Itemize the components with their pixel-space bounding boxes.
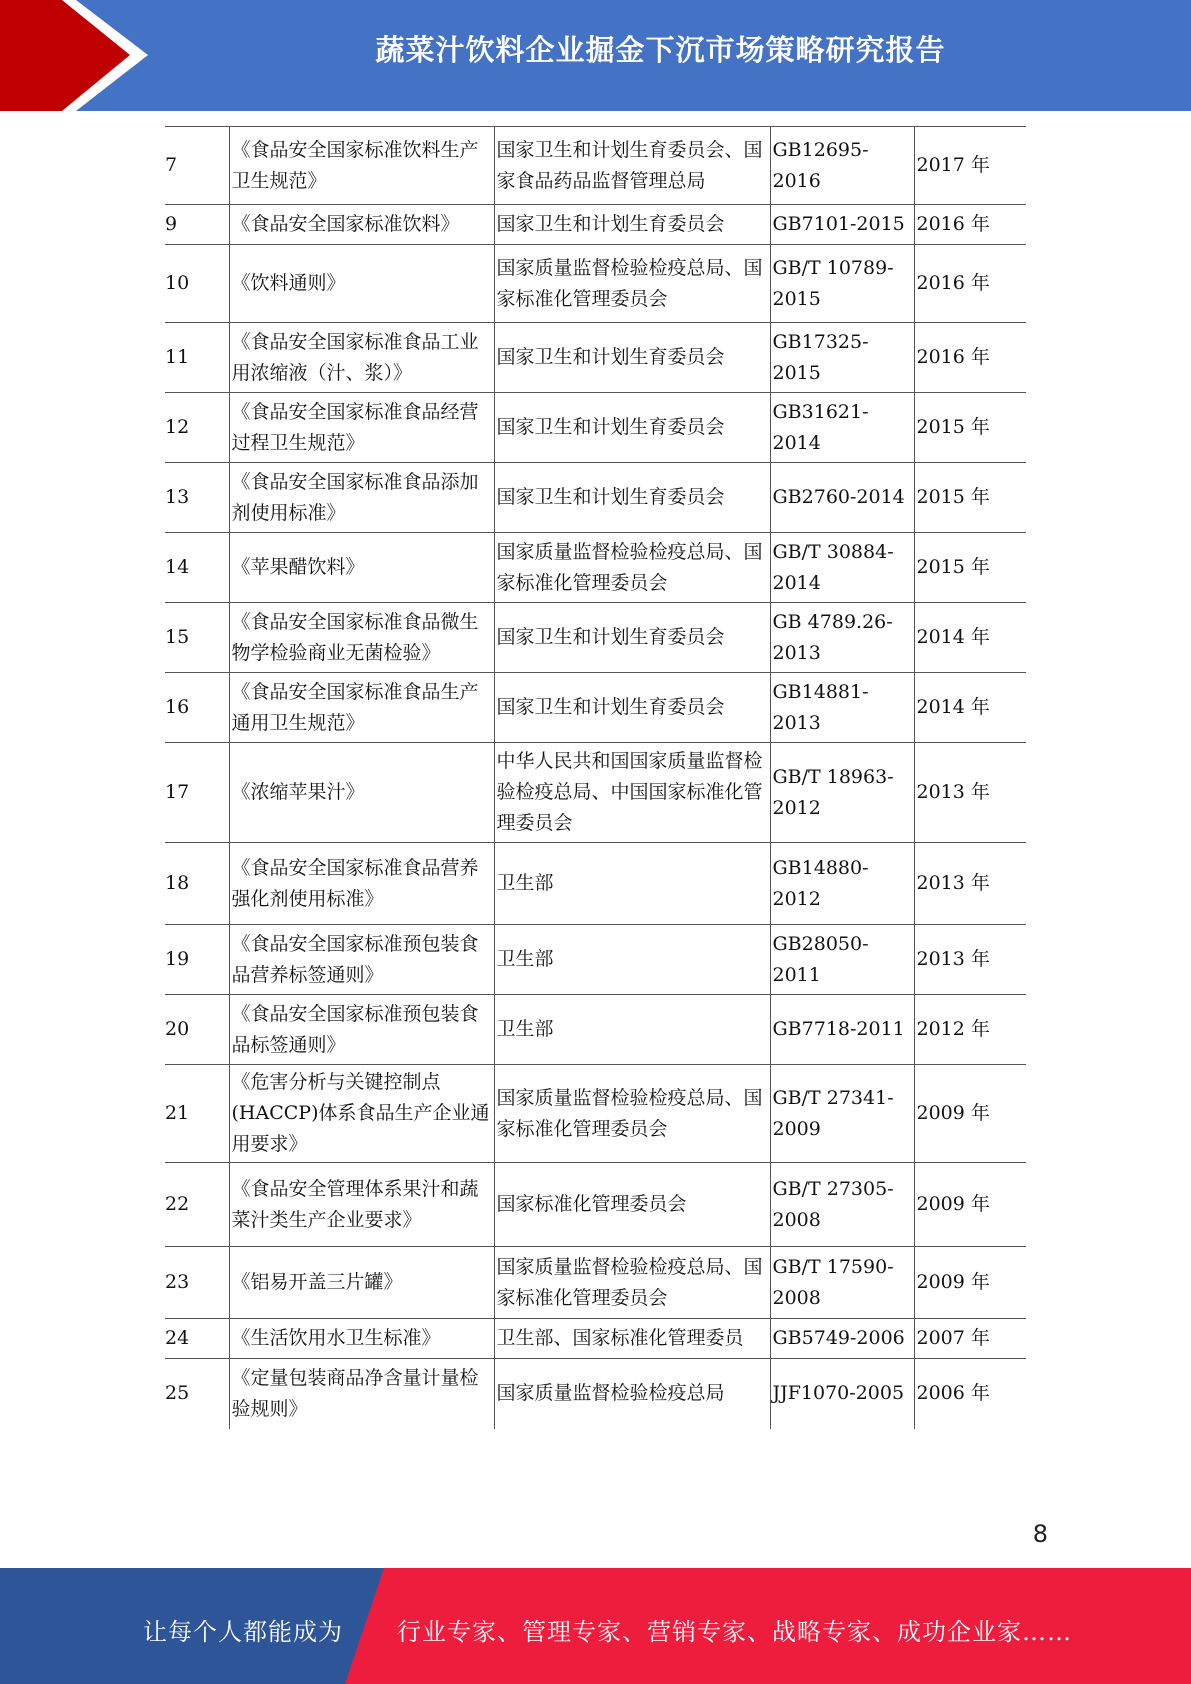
issuing-authority: 国家卫生和计划生育委员会	[494, 205, 770, 245]
table-row	[165, 1359, 1026, 1429]
standard-name: 《食品安全国家标准食品生产通用卫生规范》	[229, 673, 494, 743]
row-number: 25	[165, 1359, 229, 1429]
page-footer	[0, 1568, 1191, 1684]
page-header	[0, 0, 1191, 111]
standard-code: GB/T 30884-2014	[770, 533, 914, 603]
standard-code: GB5749-2006	[770, 1319, 914, 1359]
row-number: 14	[165, 533, 229, 603]
row-number: 18	[165, 843, 229, 925]
issuing-authority: 国家卫生和计划生育委员会	[494, 393, 770, 463]
table-row	[165, 673, 1026, 743]
table-row	[165, 1319, 1026, 1359]
standard-code: GB17325-2015	[770, 323, 914, 393]
standard-name: 《食品安全国家标准饮料生产卫生规范》	[229, 127, 494, 205]
standard-name: 《食品安全国家标准预包装食品标签通则》	[229, 995, 494, 1065]
standard-name: 《食品安全国家标准食品添加剂使用标准》	[229, 463, 494, 533]
header-chevron-decoration	[0, 0, 160, 111]
row-number: 17	[165, 743, 229, 843]
row-number: 12	[165, 393, 229, 463]
issuing-authority: 卫生部	[494, 843, 770, 925]
table-row	[165, 995, 1026, 1065]
standard-name: 《食品安全管理体系果汁和蔬菜汁类生产企业要求》	[229, 1163, 494, 1247]
row-number: 13	[165, 463, 229, 533]
effective-year: 2014 年	[914, 603, 1026, 673]
effective-year: 2015 年	[914, 533, 1026, 603]
row-number: 21	[165, 1065, 229, 1163]
effective-year: 2016 年	[914, 205, 1026, 245]
issuing-authority: 国家质量监督检验检疫总局、国家标准化管理委员会	[494, 1247, 770, 1319]
row-number: 7	[165, 127, 229, 205]
standard-name: 《食品安全国家标准饮料》	[229, 205, 494, 245]
issuing-authority: 卫生部	[494, 995, 770, 1065]
effective-year: 2013 年	[914, 843, 1026, 925]
row-number: 11	[165, 323, 229, 393]
standard-code: GB28050-2011	[770, 925, 914, 995]
effective-year: 2013 年	[914, 743, 1026, 843]
effective-year: 2009 年	[914, 1163, 1026, 1247]
standard-name: 《食品安全国家标准预包装食品营养标签通则》	[229, 925, 494, 995]
effective-year: 2006 年	[914, 1359, 1026, 1429]
effective-year: 2016 年	[914, 323, 1026, 393]
standard-name: 《生活饮用水卫生标准》	[229, 1319, 494, 1359]
table-row	[165, 533, 1026, 603]
standard-name: 《食品安全国家标准食品营养强化剂使用标准》	[229, 843, 494, 925]
issuing-authority: 国家卫生和计划生育委员会	[494, 673, 770, 743]
table-row	[165, 603, 1026, 673]
row-number: 23	[165, 1247, 229, 1319]
effective-year: 2015 年	[914, 463, 1026, 533]
issuing-authority: 国家卫生和计划生育委员会	[494, 603, 770, 673]
report-title: 蔬菜汁饮料企业掘金下沉市场策略研究报告	[375, 33, 946, 67]
standard-code: GB/T 18963-2012	[770, 743, 914, 843]
issuing-authority: 国家卫生和计划生育委员会、国家食品药品监督管理总局	[494, 127, 770, 205]
issuing-authority: 卫生部、国家标准化管理委员	[494, 1319, 770, 1359]
table-row	[165, 323, 1026, 393]
standard-code: GB/T 10789-2015	[770, 245, 914, 323]
standard-code: GB/T 27305-2008	[770, 1163, 914, 1247]
table-row	[165, 743, 1026, 843]
issuing-authority: 中华人民共和国国家质量监督检验检疫总局、中国国家标准化管理委员会	[494, 743, 770, 843]
standard-code: GB14881-2013	[770, 673, 914, 743]
standard-code: GB7718-2011	[770, 995, 914, 1065]
row-number: 22	[165, 1163, 229, 1247]
standard-name: 《食品安全国家标准食品微生物学检验商业无菌检验》	[229, 603, 494, 673]
standard-code: GB 4789.26-2013	[770, 603, 914, 673]
issuing-authority: 卫生部	[494, 925, 770, 995]
table-row	[165, 843, 1026, 925]
issuing-authority: 国家标准化管理委员会	[494, 1163, 770, 1247]
standard-code: GB31621-2014	[770, 393, 914, 463]
row-number: 9	[165, 205, 229, 245]
effective-year: 2009 年	[914, 1247, 1026, 1319]
standard-name: 《苹果醋饮料》	[229, 533, 494, 603]
table-row	[165, 1247, 1026, 1319]
issuing-authority: 国家质量监督检验检疫总局、国家标准化管理委员会	[494, 1065, 770, 1163]
row-number: 15	[165, 603, 229, 673]
standard-code: GB2760-2014	[770, 463, 914, 533]
standard-name: 《饮料通则》	[229, 245, 494, 323]
row-number: 20	[165, 995, 229, 1065]
standards-table-body	[165, 127, 1026, 1429]
effective-year: 2007 年	[914, 1319, 1026, 1359]
table-row	[165, 245, 1026, 323]
effective-year: 2013 年	[914, 925, 1026, 995]
table-row	[165, 127, 1026, 205]
row-number: 19	[165, 925, 229, 995]
standard-code: GB/T 27341-2009	[770, 1065, 914, 1163]
issuing-authority: 国家质量监督检验检疫总局	[494, 1359, 770, 1429]
standard-name: 《定量包装商品净含量计量检验规则》	[229, 1359, 494, 1429]
standard-code: GB7101-2015	[770, 205, 914, 245]
table-row	[165, 1065, 1026, 1163]
standards-table	[165, 126, 1026, 1429]
standard-name: 《食品安全国家标准食品工业用浓缩液（汁、浆）》	[229, 323, 494, 393]
effective-year: 2017 年	[914, 127, 1026, 205]
effective-year: 2016 年	[914, 245, 1026, 323]
table-row	[165, 463, 1026, 533]
effective-year: 2012 年	[914, 995, 1026, 1065]
standard-code: GB/T 17590-2008	[770, 1247, 914, 1319]
issuing-authority: 国家质量监督检验检疫总局、国家标准化管理委员会	[494, 245, 770, 323]
page-number: 8	[1032, 1520, 1048, 1548]
issuing-authority: 国家卫生和计划生育委员会	[494, 463, 770, 533]
footer-slogan-right: 行业专家、管理专家、营销专家、战略专家、成功企业家……	[397, 1618, 1072, 1646]
effective-year: 2014 年	[914, 673, 1026, 743]
row-number: 24	[165, 1319, 229, 1359]
standard-name: 《食品安全国家标准食品经营过程卫生规范》	[229, 393, 494, 463]
standard-name: 《铝易开盖三片罐》	[229, 1247, 494, 1319]
standard-code: GB12695-2016	[770, 127, 914, 205]
table-row	[165, 925, 1026, 995]
standard-code: GB14880-2012	[770, 843, 914, 925]
table-row	[165, 205, 1026, 245]
issuing-authority: 国家卫生和计划生育委员会	[494, 323, 770, 393]
standard-name: 《浓缩苹果汁》	[229, 743, 494, 843]
issuing-authority: 国家质量监督检验检疫总局、国家标准化管理委员会	[494, 533, 770, 603]
standard-code: JJF1070-2005	[770, 1359, 914, 1429]
table-row	[165, 393, 1026, 463]
footer-slogan-left: 让每个人都能成为	[143, 1618, 343, 1646]
table-row	[165, 1163, 1026, 1247]
row-number: 10	[165, 245, 229, 323]
effective-year: 2015 年	[914, 393, 1026, 463]
effective-year: 2009 年	[914, 1065, 1026, 1163]
row-number: 16	[165, 673, 229, 743]
standard-name: 《危害分析与关键控制点(HACCP)体系食品生产企业通用要求》	[229, 1065, 494, 1163]
